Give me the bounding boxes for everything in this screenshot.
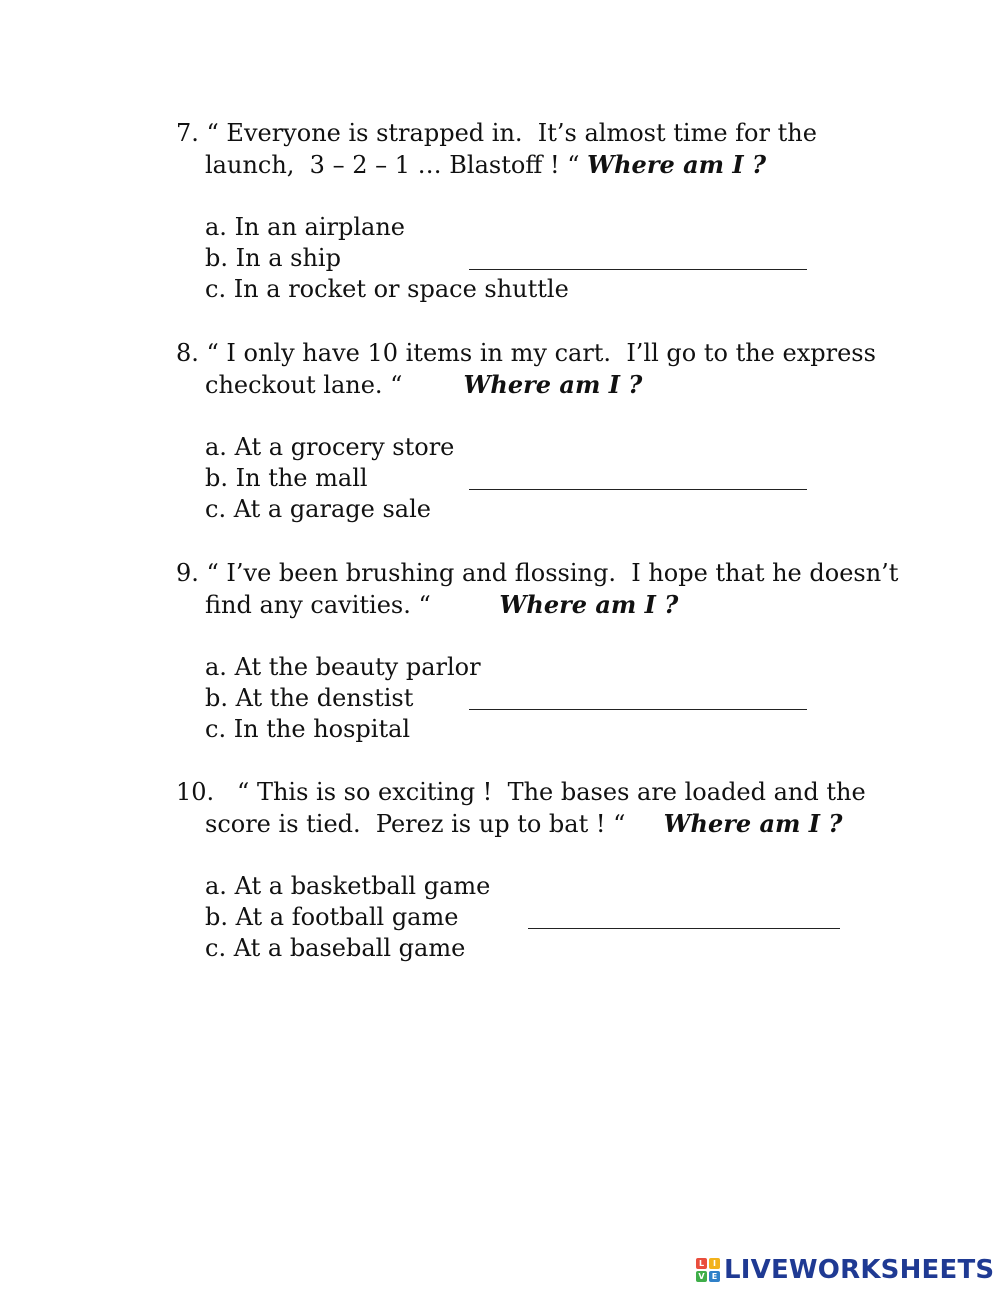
- question-9-line-2: [205, 589, 678, 620]
- question-8-line-1: 8. “ I only have 10 items in my cart. I’ll go to the express: [176, 339, 876, 367]
- question-8-line-2: [205, 369, 642, 400]
- question-9-line-1: 9. “ I’ve been brushing and flossing. I hope that he doesn’t: [176, 559, 899, 587]
- question-7-option-a: a. In an airplane: [205, 213, 405, 241]
- question-8-answer-blank[interactable]: [469, 489, 807, 490]
- question-7-answer-blank[interactable]: [469, 269, 807, 270]
- question-8-option-a: a. At a grocery store: [205, 433, 455, 461]
- question-8-where: Where am I ?: [463, 370, 643, 399]
- question-9-prompt: find any cavities. “: [205, 591, 500, 619]
- question-9-option-b: b. At the denstist: [205, 684, 414, 712]
- question-7-option-c: c. In a rocket or space shuttle: [205, 275, 569, 303]
- question-8-prompt: checkout lane. “: [205, 371, 464, 399]
- question-9-option-a: a. At the beauty parlor: [205, 653, 481, 681]
- question-7-where: Where am I ?: [587, 150, 767, 179]
- question-7-line-2: [205, 149, 766, 180]
- liveworksheets-logo-icon: [696, 1258, 720, 1282]
- question-10-line-1: 10. “ This is so exciting ! The bases are loaded and the: [176, 778, 866, 806]
- question-7-line-1: 7. “ Everyone is strapped in. It’s almost time for the: [176, 119, 817, 147]
- logo-tile-i: I: [709, 1258, 720, 1269]
- question-9-answer-blank[interactable]: [469, 709, 807, 710]
- question-9-option-c: c. In the hospital: [205, 715, 411, 743]
- question-10-line-2: [205, 808, 842, 839]
- question-10-prompt: score is tied. Perez is up to bat ! “: [205, 810, 664, 838]
- question-8-option-b: b. In the mall: [205, 464, 368, 492]
- question-10-option-c: c. At a baseball game: [205, 934, 466, 962]
- brand-text: LIVEWORKSHEETS: [724, 1255, 995, 1285]
- question-9-where: Where am I ?: [499, 590, 679, 619]
- logo-tile-v: V: [696, 1271, 707, 1282]
- question-10-where: Where am I ?: [663, 809, 843, 838]
- question-7-option-b: b. In a ship: [205, 244, 341, 272]
- question-10-option-b: b. At a football game: [205, 903, 459, 931]
- question-7-prompt: launch, 3 – 2 – 1 … Blastoff ! “: [205, 151, 588, 179]
- logo-tile-e: E: [709, 1271, 720, 1282]
- liveworksheets-brand: [696, 1252, 994, 1288]
- question-10-answer-blank[interactable]: [528, 928, 840, 929]
- question-8-option-c: c. At a garage sale: [205, 495, 431, 523]
- logo-tile-l: L: [696, 1258, 707, 1269]
- question-10-option-a: a. At a basketball game: [205, 872, 491, 900]
